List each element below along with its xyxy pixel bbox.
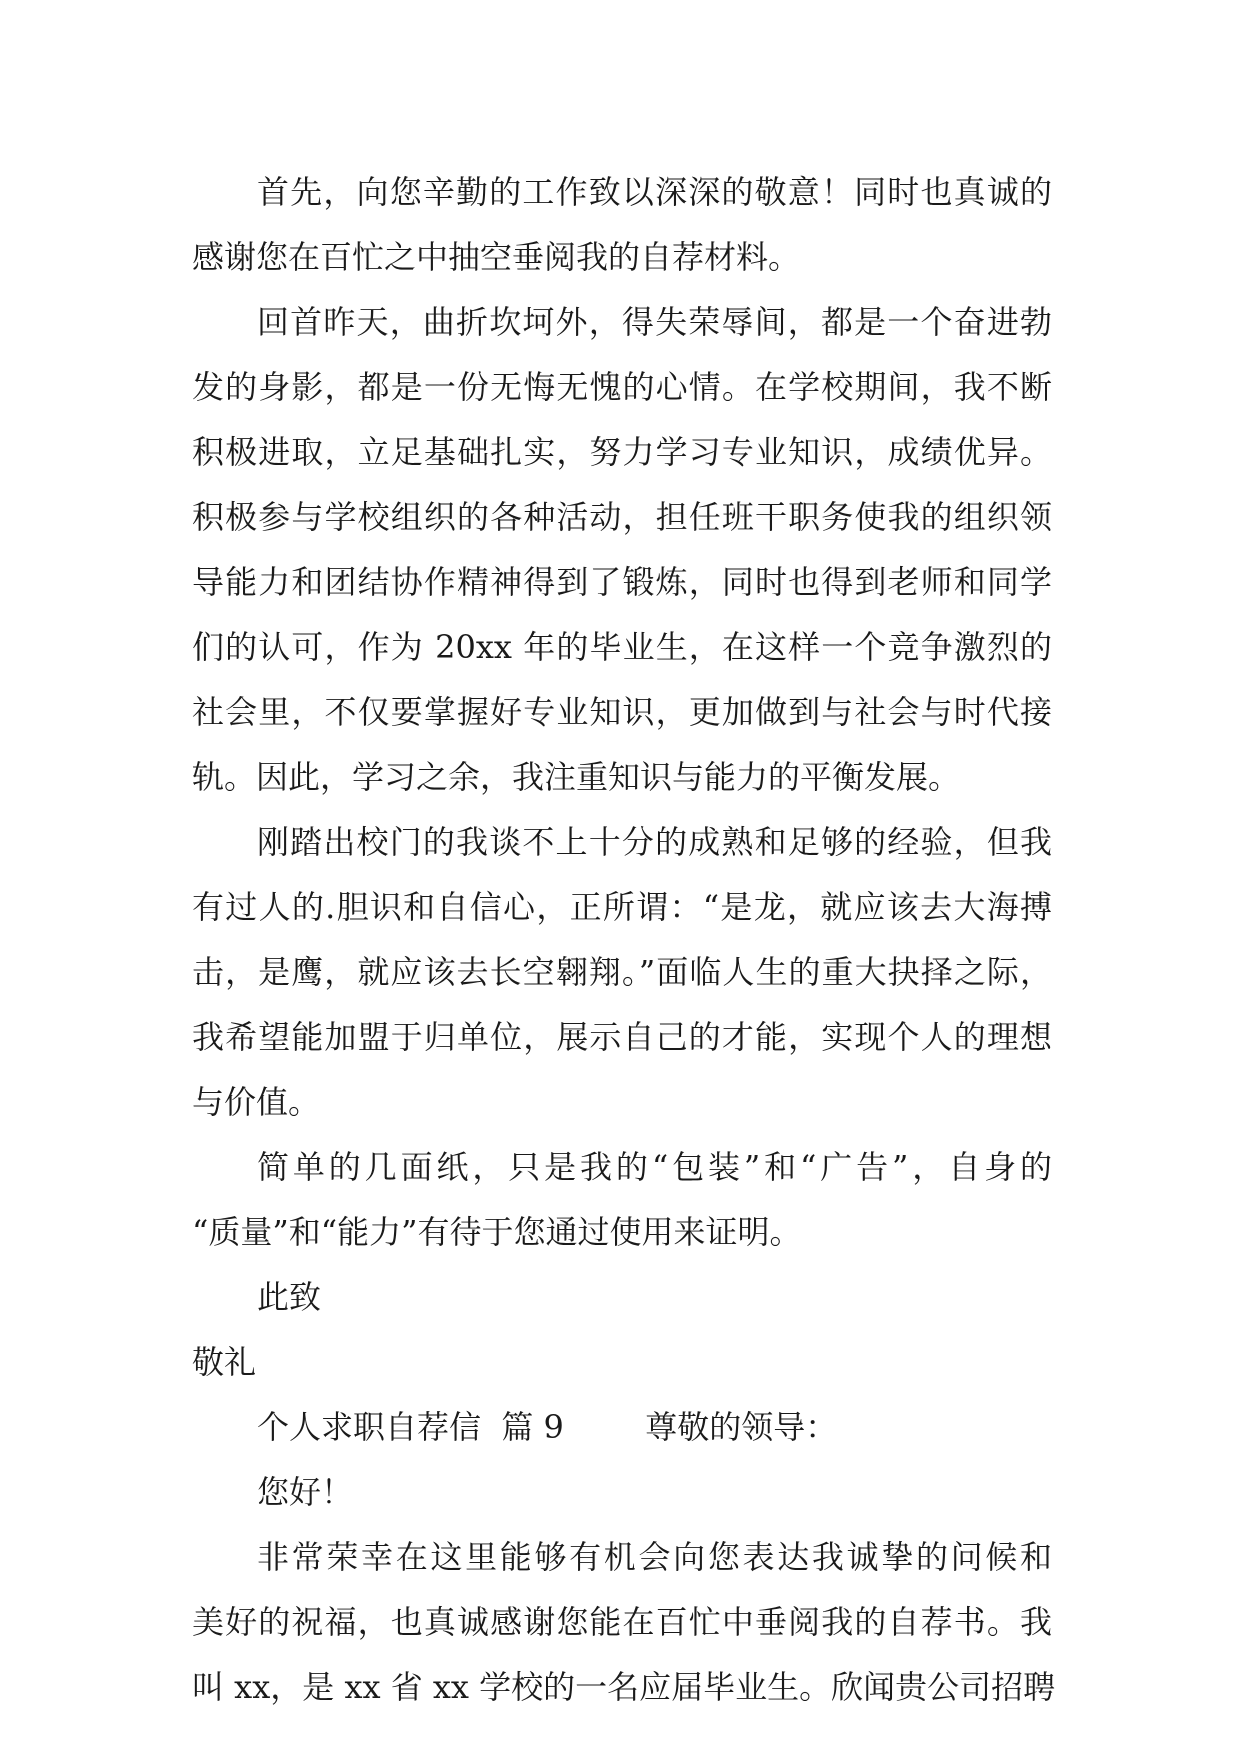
paragraph-line: 非常荣幸在这里能够有机会向您表达我诚挚的问候和 <box>257 1538 1052 1576</box>
paragraph-line: 叫 xx，是 xx 省 xx 学校的一名应届毕业生。欣闻贵公司招聘 <box>192 1668 1056 1706</box>
paragraph-line: 击，是鹰，就应该去长空翱翔。”面临人生的重大抉择之际， <box>192 953 1052 991</box>
closing-salutation: 此致 <box>257 1278 322 1316</box>
paragraph-line: 积极进取，立足基础扎实，努力学习专业知识，成绩优异。 <box>192 433 1052 471</box>
paragraph-line: 导能力和团结协作精神得到了锻炼，同时也得到老师和同学 <box>192 563 1052 601</box>
paragraph-line: 们的认可，作为 20xx 年的毕业生，在这样一个竞争激烈的 <box>192 628 1052 666</box>
paragraph-line: 刚踏出校门的我谈不上十分的成熟和足够的经验，但我 <box>257 823 1052 861</box>
paragraph-line: 感谢您在百忙之中抽空垂阅我的自荐材料。 <box>192 238 801 276</box>
paragraph-line: 发的身影，都是一份无悔无愧的心情。在学校期间，我不断 <box>192 368 1052 406</box>
paragraph-line: 美好的祝福，也真诚感谢您能在百忙中垂阅我的自荐书。我 <box>192 1603 1052 1641</box>
paragraph-line: 有过人的.胆识和自信心，正所谓：“是龙，就应该去大海搏 <box>192 888 1052 926</box>
paragraph-line: 社会里，不仅要掌握好专业知识，更加做到与社会与时代接 <box>192 693 1052 731</box>
section-heading: 个人求职自荐信 篇 9 尊敬的领导： <box>257 1408 838 1446</box>
paragraph-line: 轨。因此，学习之余，我注重知识与能力的平衡发展。 <box>192 758 961 796</box>
closing-regards: 敬礼 <box>192 1343 257 1381</box>
paragraph-line: 积极参与学校组织的各种活动，担任班干职务使我的组织领 <box>192 498 1052 536</box>
document-page <box>192 160 1056 1720</box>
paragraph-line: 首先，向您辛勤的工作致以深深的敬意！同时也真诚的 <box>257 173 1052 211</box>
paragraph-line: “质量”和“能力”有待于您通过使用来证明。 <box>192 1213 802 1251</box>
paragraph-line: 与价值。 <box>192 1083 321 1121</box>
paragraph-line: 回首昨天，曲折坎坷外，得失荣辱间，都是一个奋进勃 <box>257 303 1052 341</box>
paragraph-line: 我希望能加盟于归单位，展示自己的才能，实现个人的理想 <box>192 1018 1052 1056</box>
greeting: 您好！ <box>257 1473 354 1511</box>
paragraph-line: 简单的几面纸，只是我的“包装”和“广告”，自身的 <box>257 1148 1052 1186</box>
